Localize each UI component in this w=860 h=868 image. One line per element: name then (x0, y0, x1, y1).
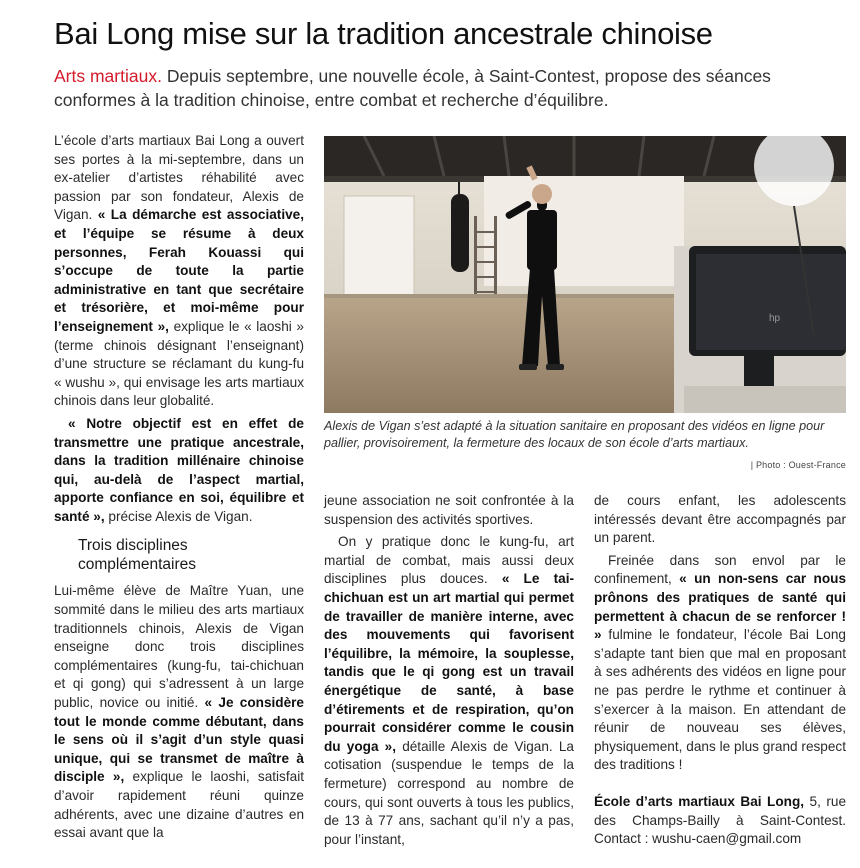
paragraph-5 (324, 533, 574, 849)
paragraph-7 (594, 552, 846, 775)
text-run: précise Alexis de Vigan. (108, 508, 253, 524)
paragraph-4: jeune association ne soit confrontée à la suspension des activités sportives. (324, 493, 574, 527)
photo-credit: | Photo : Ouest-France (750, 460, 846, 470)
text-run: détaille Alexis de Vigan. La cotisation (suspendue le temps de la fermeture) correspond au nombre de cours, qui sont ouverts à tous les publics, de 13 à 77 ans, sachant qu’il n’y a pas, pour l’instant, (324, 738, 574, 847)
deck-text: Depuis septembre, une nouvelle école, à Saint-Contest, propose des séances conformes à la tradition chinoise, entre combat et recherche d’équilibre. (54, 66, 771, 110)
paragraph-6: de cours enfant, les adolescents intéressés devant être accompagnés par un parent. (594, 493, 846, 546)
info-box (594, 793, 846, 849)
text-run: fulmine le fondateur, l’école Bai Long s’adapte tant bien que mal en proposant à ses adhérents des vidéos en ligne pour ne pas perdre le rythme et continuer à s’exercer à la maison. En attendant de réunir de nouveau ses élèves, physiquement, dans le plus grand respect des traditions ! (594, 627, 846, 773)
info-name: École d’arts martiaux Bai Long, (594, 793, 805, 809)
article-headline: Bai Long mise sur la tradition ancestrale chinoise (54, 16, 713, 51)
info-contact: 5, rue des Champs-Bailly à Saint-Contest. Contact : wushu-caen@gmail.com (594, 793, 847, 847)
quote-run: « un non-sens car nous prônons des pratiques de santé qui permettent à chacun de se renforcer ! » (594, 571, 846, 643)
text-run: L’école d’arts martiaux Bai Long a ouvert ses portes à la mi-septembre, dans un ex-atelier d’artistes réhabilité avec passion par son fondateur, Alexis de Vigan. (54, 133, 304, 223)
monitor-logo: hp (769, 313, 781, 324)
photo-caption: Alexis de Vigan s’est adapté à la situation sanitaire en proposant des vidéos en ligne pour pallier, provisoirement, la fermeture des locaux de son école d’arts martiaux. (324, 419, 825, 450)
column-2 (324, 492, 574, 853)
deck-kicker: Arts martiaux. (54, 66, 162, 86)
article-deck (54, 64, 844, 112)
text-run: explique le « laoshi » (terme chinois désignant l’enseignant) d’une structure se réclamant du kung-fu « wushu », qui envisage les arts martiaux chinois dans leur globalité. (54, 318, 304, 409)
dojo-photo-illustration (324, 136, 846, 413)
paragraph-1 (54, 132, 304, 411)
text-run: Freinée dans son envol par le confinement, (594, 552, 846, 587)
quote-run: « Le tai-chichuan est un art martial qui permet de travailler de manière interne, avec des mouvements qui favorisent l’équilibre, la mémoire, la souplesse, tandis que le qi gong est un travail énergétique de santé, à base d’étirements et de respiration, qu’on pourrait considérer comme le cousin du yoga », (324, 571, 574, 754)
column-3 (594, 492, 846, 853)
quote-run: « La démarche est associative, et l’équipe se résume à deux personnes, Ferah Kouassi qui s’occupe de toute la partie administrative en tant que secrétaire et trésorière, et moi-même pour l’enseignement », (54, 207, 304, 334)
text-run: On y pratique donc le kung-fu, art martial de combat, mais aussi deux disciplines plus douces. (324, 534, 574, 587)
article-photo (324, 136, 846, 413)
quote-run: « Je considère tout le monde comme débutant, dans le sens où il s’agit d’un style quasi unique, qui se transmet de maître à disciple », (54, 695, 304, 785)
text-run: explique le laoshi, satisfait d’avoir rapidement réuni quinze adhérents, avec une dizaine d’autres en essai avant que la (54, 769, 304, 841)
column-1 (54, 132, 304, 847)
text-run: Lui-même élève de Maître Yuan, une sommité dans le milieu des arts martiaux traditionnels chinois, Alexis de Vigan enseigne donc trois disciplines complémentaires (kung-fu, tai-chichuan et qi gong) qui s’adressent à un large public, novice ou initié. (54, 583, 304, 711)
section-subhead: Trois disciplines complémentaires (78, 537, 197, 574)
paragraph-2 (54, 415, 304, 527)
paragraph-3 (54, 582, 304, 842)
quote-run: « Notre objectif est en effet de transmettre une pratique ancestrale, dans la tradition millénaire chinoise qui, au-delà de l’aspect martial, apporte confiance en soi, équilibre et santé », (54, 415, 304, 524)
